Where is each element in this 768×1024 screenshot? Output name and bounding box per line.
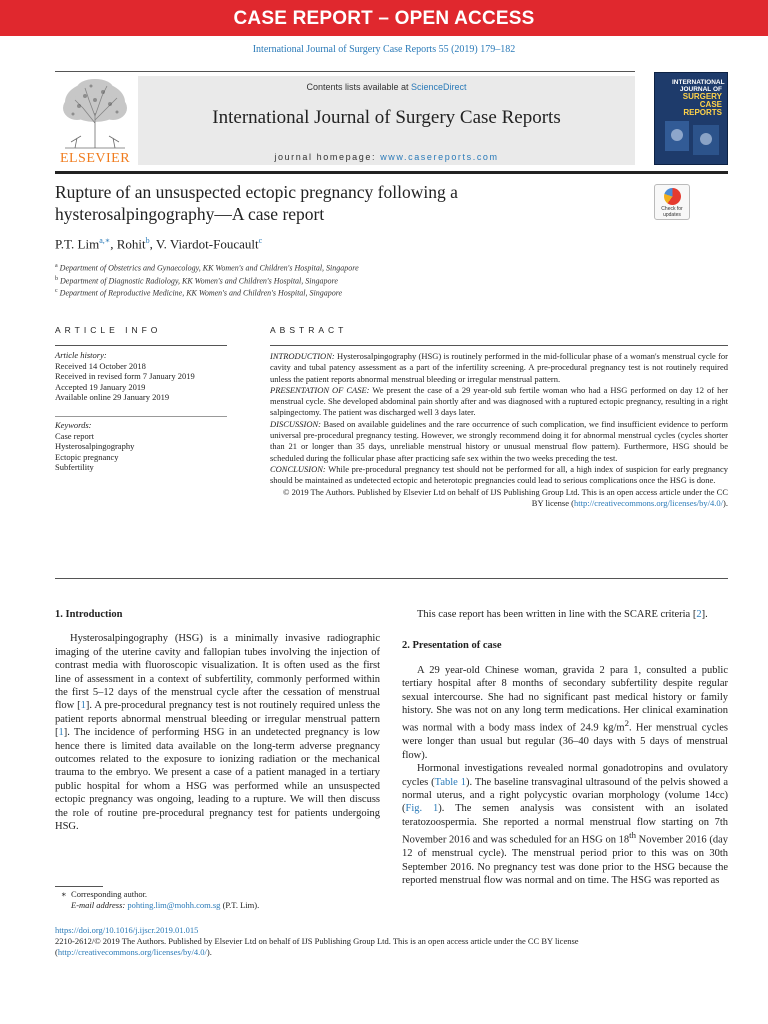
cc-license-link[interactable]: http://creativecommons.org/licenses/by/4.0/ <box>573 497 724 508</box>
author-affiliation-marker[interactable]: b <box>145 236 150 245</box>
check-for-updates-button[interactable] <box>654 184 690 220</box>
article-info-heading: ARTICLE INFO <box>55 325 162 335</box>
keyword-item: Subfertility <box>55 462 94 473</box>
footer-identifiers <box>55 925 728 958</box>
reference-link[interactable]: 1 <box>80 700 86 712</box>
cover-big-3: REPORTS <box>683 108 722 117</box>
article-title: Rupture of an unsuspected ectopic pregnancy following a hysterosalpingography—A case report <box>55 182 458 224</box>
keywords <box>55 420 227 473</box>
abstract-heading: ABSTRACT <box>270 325 348 335</box>
history-item: Available online 29 January 2019 <box>55 392 170 403</box>
affiliation-item: $^b$ Department of Diagnostic Radiology, KK Women's and Children's Hospital, Singapore <box>55 275 338 286</box>
abstract-discussion: DISCUSSION: Based on available guidelines and the rare occurrence of such complication, we find insufficient evidence to perform universal pre-procedural pregnancy testing. However, we strongly recommend doing it for abnormal menstrual cycles (cycles shorter than 21 or longer than 35 days, unreliable menstrual history or unusual menstrual flow pattern). Furthermore, HSG should be scheduled during the follicular phase after practicing safe sex within the two weeks preceding the test. <box>270 418 728 463</box>
cover-line-2: JOURNAL OF <box>679 86 722 93</box>
abstract-copyright: © 2019 The Authors. Published by Elsevier Ltd on behalf of IJS Publishing Group Ltd. This is an open access article under the CC BY license (http://creativecommons.org/licenses/by/4.0/). <box>282 486 728 508</box>
author-name[interactable]: V. Viardot-Foucault <box>155 236 259 252</box>
check-updates-label: Check for updates <box>661 206 683 218</box>
figure-1-link[interactable]: Fig. 1 <box>405 803 439 815</box>
affiliation-item: $^a$ Department of Obstetrics and Gynaecology, KK Women's and Children's Hospital, Singapore <box>55 263 359 273</box>
footer-license: 2210-2612/© 2019 The Authors. Published by Elsevier Ltd on behalf of IJS Publishing Group Ltd. This is an open access article under the CC BY license (http://creativecommons.org/licenses/by/4.0/). <box>55 936 579 957</box>
corresponding-author-note: ∗ Corresponding author. <box>61 889 148 899</box>
author-name[interactable]: Rohit <box>116 236 146 252</box>
keyword-item: Case report <box>55 430 94 441</box>
article-info-rule <box>55 345 227 346</box>
footnote-rule <box>55 886 103 887</box>
contents-prefix: Contents lists available at <box>306 82 412 92</box>
abstract-introduction: INTRODUCTION: Hysterosalpingography (HSG) is routinely performed in the mid-follicular phase of a woman's menstrual cycle for cavity and tubal patency assessment as a part of the infertility screening. A pre-procedural pregnancy test is not routinely required unless the patient reports abnormal menstrual bleeding or irregular menstrual pattern. <box>270 351 728 384</box>
email-note: E-mail address: pohting.lim@mohh.com.sg (P.T. Lim). <box>71 900 260 910</box>
history-item: Accepted 19 January 2019 <box>55 381 146 392</box>
abstract-rule <box>270 345 728 346</box>
footer-license-link[interactable]: http://creativecommons.org/licenses/by/4.0/ <box>57 947 207 957</box>
contents-line <box>138 82 635 92</box>
journal-cover-thumbnail[interactable] <box>654 72 728 165</box>
crossmark-icon <box>664 188 681 205</box>
journal-header-box <box>138 76 635 165</box>
homepage-line <box>138 152 635 162</box>
author-name[interactable]: P.T. Lim <box>55 236 100 252</box>
keywords-label: Keywords: <box>55 420 92 430</box>
right-column <box>402 608 728 887</box>
history-rule <box>55 416 227 417</box>
scare-paragraph: This case report has been written in line with the SCARE criteria [2]. <box>417 609 708 620</box>
affiliation-item: $^c$ Department of Reproductive Medicine, KK Women's and Children's Hospital, Singapore <box>55 288 343 298</box>
abstract-body <box>270 351 728 509</box>
author-list: P.T. Lim$^{a,∗}$, Rohit$^b$, V. Viardot-Foucault$^c$ <box>55 236 263 252</box>
abstract-presentation: PRESENTATION OF CASE: We present the case of a 29 year-old sub fertile woman who had a HSG performed on day 12 of her menstrual cycle. She developed abdominal pain shortly after and was diagnosed with a ruptured ectopic pregnancy, resulting in a right salpingectomy. The patient was discharged well 3 days later. <box>270 384 728 418</box>
history-label: Article history: <box>55 350 107 360</box>
presentation-paragraph-2: Hormonal investigations revealed normal gonadotropins and ovulatory cycles (Table 1). The baseline transvaginal ultrasound of the pelvis showed a normal uterus, and a right polycystic ovarian morphology (volume 14cc) (Fig. 1). The semen analysis was consistent with an isolated teratozoospermia. She reported a normal menstrual flow starting on 7th November 2016 and was scheduled for an HSG on 18th November 2016 (day 12 of menstrual cycle). The menstrual period prior to this was on 30th September 2016. No pregnancy test was done prior to the HSG because the reported menstrual flow was normal and on time. The HSG was reported as <box>402 763 729 886</box>
left-column <box>55 608 380 834</box>
table-1-link[interactable]: Table 1 <box>434 776 466 788</box>
email-link[interactable]: pohting.lim@mohh.com.sg <box>127 900 221 910</box>
cover-line-1: INTERNATIONAL <box>672 79 725 86</box>
elsevier-logo[interactable] <box>55 78 135 166</box>
open-access-banner: CASE REPORT – OPEN ACCESS <box>0 0 768 36</box>
author-affiliation-marker[interactable]: a,∗ <box>99 236 111 245</box>
abstract-conclusion: CONCLUSION: While pre-procedural pregnancy test should not be performed for all, a high index of suspicion for early pregnancy should be maintained as undetected ectopic and heterotopic pregnancies could lead to serious complications once the HSG is done. <box>270 463 728 486</box>
journal-title: International Journal of Surgery Case Reports <box>212 107 561 128</box>
introduction-paragraph: Hysterosalpingography (HSG) is a minimally invasive radiographic imaging of the uterine cavity and fallopian tubes involving the injection of contrast media with fluoroscopic visualization. It is often used as the first line of assessment in a context of subfertility, commonly performed within the first 5–12 days of the menstrual cycle after the cessation of menstrual flow [1]. A pre-procedural pregnancy test is not routinely required unless the patient reports abnormal menstrual bleeding or irregular menstrual pattern [1]. The incidence of performing HSG in an undetected pregnancy is low hence there is limited data available on the long-term adverse pregnancy outcomes related to the exposure to ionizing radiation or the mechanical trauma to the embryo. We present a case of a patient managed in a tertiary public hospital for whom a HSG was performed while an unsuspected ectopic pregnancy was ongoing, leading to a rupture. We will then discuss the role of routine pre-procedural pregnancy test for patients undergoing HSG. <box>55 633 380 833</box>
history-item: Received 14 October 2018 <box>55 360 146 371</box>
reference-link[interactable]: 1 <box>58 727 64 739</box>
journal-citation-link[interactable]: International Journal of Surgery Case Reports 55 (2019) 179–182 <box>252 44 516 55</box>
presentation-heading: 2. Presentation of case <box>402 640 502 652</box>
article-history <box>55 350 227 403</box>
homepage-link[interactable]: www.casereports.com <box>380 152 499 162</box>
reference-link[interactable]: 2 <box>696 609 702 620</box>
header-rule <box>55 71 635 72</box>
cover-big-2: CASE <box>699 100 722 109</box>
cover-text <box>672 79 725 117</box>
history-item: Received in revised form 7 January 2019 <box>55 371 195 382</box>
elsevier-tree-icon <box>55 78 135 150</box>
introduction-heading: 1. Introduction <box>55 609 123 620</box>
abstract-bottom-rule <box>55 578 728 579</box>
elsevier-wordmark: ELSEVIER <box>59 151 131 166</box>
cover-big-1: SURGERY <box>682 92 722 101</box>
header-thick-rule <box>55 171 728 174</box>
keyword-item: Ectopic pregnancy <box>55 451 119 462</box>
keyword-item: Hysterosalpingography <box>55 441 135 452</box>
sciencedirect-link[interactable]: ScienceDirect <box>411 82 467 92</box>
presentation-paragraph-1: A 29 year-old Chinese woman, gravida 2 para 1, consulted a public tertiary hospital after 8 months of secondary subfertility despite regular sexual intercourse. She had no significant past medical history or family history. She was not on any long term medications. Her clinical examination was normal with a body mass index of 24.9 $kg/m^2$. Her menstrual cycles were longer than usual but regular (36–40 days with 5 days of menstrual flow). <box>402 664 728 761</box>
doi-link[interactable]: https://doi.org/10.1016/j.ijscr.2019.01.015 <box>55 925 199 935</box>
footnote <box>55 889 380 911</box>
homepage-prefix: journal homepage: <box>274 152 381 162</box>
author-affiliation-marker[interactable]: c <box>258 236 263 245</box>
affiliations <box>55 261 359 299</box>
